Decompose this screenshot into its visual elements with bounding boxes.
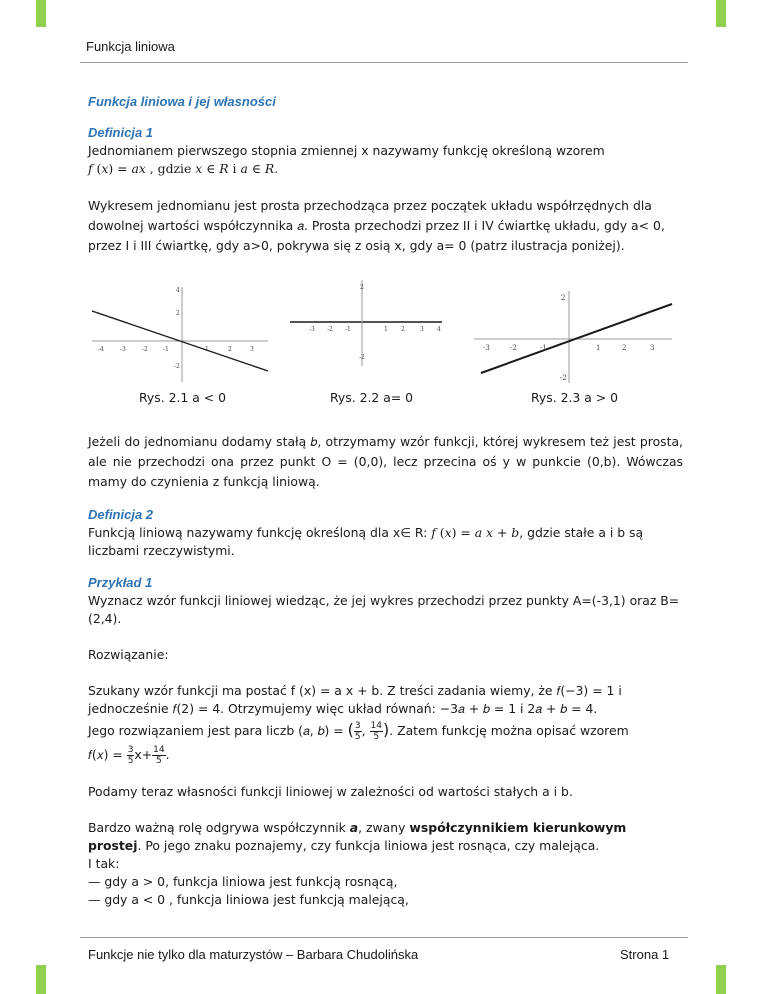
fig3-ytick: 2 (561, 294, 566, 302)
fig2-xtick: -1 (345, 326, 351, 333)
rule-decreasing: — gdy a < 0 , funkcja liniowa jest funkcją malejącą, (88, 892, 409, 907)
fig1-xtick: 3 (250, 346, 254, 353)
fraction-b-denominator: 5 (373, 732, 380, 742)
fig1-xtick: 2 (228, 346, 232, 353)
page-header: Funkcja liniowa (86, 39, 175, 54)
definition-2-text-a: Funkcją liniową nazywamy funkcję określoną dla x∈ R: (88, 525, 432, 540)
fig1-ytick: 2 (176, 310, 180, 317)
figure-3-graph (474, 291, 672, 383)
slope-text-c: . Po jego znaku poznajemy, czy funkcja liniowa jest rosnąca, czy malejąca. (137, 838, 600, 853)
paren-open: ( (347, 720, 354, 739)
fig1-xtick: -3 (120, 346, 126, 353)
fraction-b-numerator: 14 (370, 721, 382, 731)
fig1-xtick: -1 (163, 346, 169, 353)
fraction-d-denominator: 5 (156, 756, 162, 766)
figure-2-graph (290, 280, 442, 366)
fig1-xtick: -4 (98, 346, 104, 353)
slope-bold-term: współczynnikiem kierunkowym prostej (88, 820, 627, 853)
fraction-d (152, 745, 165, 766)
fig1-xtick: 1 (205, 346, 209, 353)
definition-2-heading: Definicja 2 (88, 507, 154, 522)
slope-paragraph (88, 819, 683, 855)
fraction-a (354, 721, 362, 742)
fig2-xtick: -2 (327, 326, 333, 333)
itak-line: I tak: (88, 856, 120, 871)
solution-line-4-end: . (165, 747, 170, 762)
fig2-xtick: 1 (384, 326, 388, 333)
fig2-xtick: 2 (401, 326, 405, 333)
rule-increasing: — gdy a > 0, funkcja liniowa jest funkcją rosnącą, (88, 874, 398, 889)
fig3-xtick: -3 (483, 344, 490, 352)
fraction-b (370, 721, 383, 742)
fraction-d-numerator: 14 (153, 745, 165, 755)
solution-line-4 (88, 743, 683, 767)
solution-line-4-a: 𝑓(𝑥) = (88, 747, 127, 762)
fig2-xtick: -3 (309, 326, 315, 333)
slope-text-b: , zwany (358, 820, 410, 835)
solution-label: Rozwiązanie: (88, 647, 169, 662)
definition-1-formula: 𝑓 (𝑥) = 𝑎𝑥 , gdzie 𝑥 ∈ 𝑅 i 𝑎 ∈ 𝑅. (88, 161, 279, 176)
figure-1-caption: Rys. 2.1 a < 0 (139, 390, 226, 405)
definition-1-heading: Definicja 1 (88, 125, 154, 140)
fig1-xtick: -2 (142, 346, 148, 353)
fig3-ytick: -2 (560, 374, 567, 382)
figure-2-caption: Rys. 2.2 a= 0 (330, 390, 414, 405)
page-content-lower (88, 432, 683, 909)
slope-text-a: Bardzo ważną rolę odgrywa współczynnik (88, 820, 350, 835)
solution-line-3-b: . Zatem funkcję można opisać wzorem (389, 723, 629, 738)
example-1-task: Wyznacz wzór funkcji liniowej wiedząc, że jej wykres przechodzi przez punkty A=(-3,1) oraz B=(2,4). (88, 593, 680, 626)
fig2-xtick: 3 (420, 326, 424, 333)
example-1-heading: Przykład 1 (88, 575, 153, 590)
monomial-paragraph: Wykresem jednomianu jest prosta przechodząca przez początek układu współrzędnych dla dowolnej wartości współczynnika 𝑎. Prosta przechodzi przez II i IV ćwiartkę układu, gdy a< 0, przez I i III ćwiartkę, gdy a>0, pokrywa się z osią x, gdy a= 0 (patrz ilustracja poniżej). (88, 198, 665, 253)
fig3-xtick: 3 (650, 344, 655, 352)
section-title: Funkcja liniowa i jej własności (88, 94, 276, 109)
definition-2-text (88, 524, 683, 560)
linear-function-paragraph: Jeżeli do jednomianu dodamy stałą 𝑏, otrzymamy wzór funkcji, której wykresem też jest prosta, ale nie przechodzi ona przez punkt O = (0,0), lecz przecina oś y w punkcie (0,b). Wówczas mamy do czynienia z funkcją liniową. (88, 434, 683, 489)
solution-line-3: Jego rozwiązaniem jest para liczb (𝑎, 𝑏) = ( $\frac{3}{5}$ , $\frac{14}{5}$ ). Zatem funkcję można opisać wzorem (88, 720, 629, 742)
fraction-c-denominator: 5 (127, 756, 134, 766)
footer-author: Funkcje nie tylko dla maturzystów – Barbara Chudolińska (88, 947, 419, 962)
page-number: Strona 1 (620, 947, 670, 962)
figure-1-graph (92, 287, 268, 382)
fig3-xtick: -1 (540, 344, 547, 352)
fraction-a-denominator: 5 (354, 732, 361, 742)
fig3-xtick: 2 (622, 344, 627, 352)
fig1-ytick: 4 (176, 287, 180, 294)
footer-divider (80, 937, 688, 938)
definition-2-text-b: , gdzie stałe a i b są liczbami rzeczywistymi. (88, 525, 644, 558)
fraction-a-numerator: 3 (354, 721, 361, 731)
fig2-ytick: 2 (360, 284, 364, 291)
fig3-xtick: -2 (510, 344, 517, 352)
slope-coef: a (349, 820, 359, 835)
fig2-ytick: -2 (359, 354, 365, 361)
fig3-xtick: 1 (596, 344, 601, 352)
fraction-c-numerator: 3 (127, 745, 134, 755)
definition-1-text: Jednomianem pierwszego stopnia zmiennej x nazywamy funkcję określoną wzorem (88, 143, 605, 158)
solution-line-1: Szukany wzór funkcji ma postać f (x) = a x + b. Z treści zadania wiemy, że 𝑓(−3) = 1 i (88, 683, 622, 698)
definition-2-formula: 𝑓 (𝑥) = 𝑎 𝑥 + 𝑏 (431, 525, 520, 540)
fig1-ytick: -2 (174, 363, 180, 370)
solution-line-2: jednocześnie 𝑓(2) = 4. Otrzymujemy więc układ równań: −3𝑎 + 𝑏 = 1 i 2𝑎 + 𝑏 = 4. (88, 701, 598, 716)
paren-close: ) (382, 720, 390, 739)
solution-line-4-mid: x+ (134, 747, 153, 762)
properties-intro: Podamy teraz własności funkcji liniowej w zależności od wartości stałych a i b. (88, 784, 573, 799)
figure-3-caption: Rys. 2.3 a > 0 (531, 390, 618, 405)
fig2-xtick: 4 (437, 326, 441, 333)
solution-line-3-a: Jego rozwiązaniem jest para liczb (𝑎, 𝑏) = (88, 723, 348, 738)
